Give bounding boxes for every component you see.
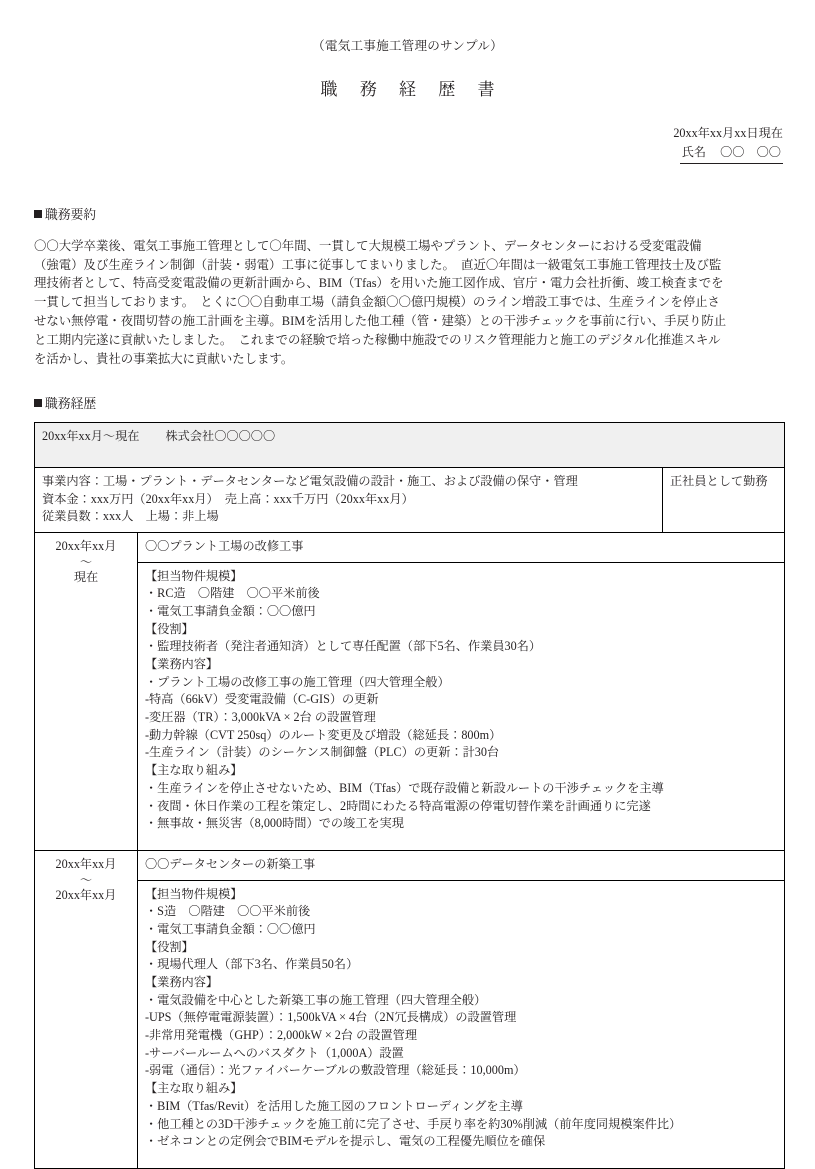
summary-section-heading <box>34 206 815 224</box>
table-row-company <box>35 422 785 467</box>
project-detail-line: 【業務内容】 <box>145 657 219 671</box>
summary-line: と工期内完遂に貢献いたしました。 これまでの経験で培った稼働中施設でのリスク管理能力と施工のデジタル化推進スキル <box>34 332 721 347</box>
project-detail-line: 【業務内容】 <box>145 975 219 989</box>
project-detail-line: -動力幹線（CVT 250sq）のルート変更及び増設（総延長：800m） <box>145 727 502 742</box>
summary-paragraph <box>34 237 785 369</box>
project-detail-line: 【担当物件規模】 <box>145 568 243 583</box>
project-detail-line: -特高（66kV）受変電設備（C-GIS）の更新 <box>145 692 379 707</box>
summary-line: （強電）及び生産ライン制御（計装・弱電）工事に従事してまいりました。 直近〇年間は一級電気工事施工管理技士及び監 <box>34 257 722 272</box>
project-title-cell: 〇〇データセンターの新築工事 <box>138 850 785 880</box>
resume-page <box>0 38 815 1149</box>
applicant-name-field <box>680 143 783 163</box>
company-name: 株式会社〇〇〇〇〇 <box>165 428 276 443</box>
project-detail-line: -サーバールームへのバスダクト（1,000A）設置 <box>145 1045 404 1060</box>
table-row-project-title <box>35 532 785 562</box>
cell-bottom-spacer <box>145 833 777 844</box>
project-detail-line: 【主な取り組み】 <box>145 763 243 778</box>
company-info-cell <box>35 467 663 532</box>
project-detail-line: ・電気工事請負金額：〇〇億円 <box>145 921 316 936</box>
project-period-from: 20xx年xx月 <box>55 538 117 553</box>
history-heading-text: 職務経歴 <box>45 396 97 411</box>
project-detail-line: ・監理技術者（発注者通知済）として専任配置（部下5名、作業員30名） <box>145 639 542 654</box>
summary-heading-text: 職務要約 <box>45 207 97 222</box>
project-detail-line: ・現場代理人（部下3名、作業員50名） <box>145 957 359 972</box>
project-detail-cell <box>138 562 785 850</box>
table-row-project-title <box>35 850 785 880</box>
project-period-to: 現在 <box>73 569 99 584</box>
company-info-line: 事業内容：工場・プラント・データセンターなど電気設備の設計・施工、および設備の保守・管理 <box>42 473 578 488</box>
summary-line: を活かし、貴社の事業拡大に貢献いたします。 <box>34 351 294 366</box>
current-date: 20xx年xx月xx日現在 <box>673 126 783 140</box>
project-detail-line: ・プラント工場の改修工事の施工管理（四大管理全般） <box>145 674 450 689</box>
summary-body <box>34 237 785 369</box>
project-period-tilde: 〜 <box>79 554 93 569</box>
project-period-cell <box>35 532 138 850</box>
project-detail-line: ・夜間・休日作業の工程を策定し、2時間にわたる特高電源の停電切替作業を計画通りに完遂 <box>145 798 651 813</box>
summary-line: 理技術者として、特高受変電設備の更新計画から、BIM（Tfas）を用いた施工図作成、官庁・電力会社折衝、竣工検査までを <box>34 276 724 291</box>
project-detail-line: ・BIM（Tfas/Revit）を活用した施工図のフロントローディングを主導 <box>145 1098 523 1113</box>
project-title-cell: 〇〇プラント工場の改修工事 <box>138 532 785 562</box>
company-period: 20xx年xx月～現在 <box>42 428 140 443</box>
project-detail-line: ・生産ラインを停止させないため、BIM（Tfas）で既存設備と新設ルートの干渉チェックを主導 <box>145 780 664 795</box>
career-history-table <box>34 422 785 1169</box>
company-info-line: 資本金：xxx万円（20xx年xx月） 売上高：xxx千万円（20xx年xx月） <box>42 491 414 506</box>
project-period-from: 20xx年xx月 <box>55 856 117 871</box>
project-detail-line: ・電気設備を中心とした新築工事の施工管理（四大管理全般） <box>145 992 487 1007</box>
company-header-cell <box>35 422 785 467</box>
summary-line: 〇〇大学卒業後、電気工事施工管理として〇年間、一貫して大規模工場やプラント、データセンターにおける受変電設備 <box>34 238 702 253</box>
employment-status-cell: 正社員として勤務 <box>662 467 784 532</box>
cell-bottom-spacer <box>145 1151 777 1162</box>
name-label: 氏名 <box>681 145 707 160</box>
project-detail-line: ・RC造 〇階建 〇〇平米前後 <box>145 586 320 601</box>
table-row-company-info <box>35 467 785 532</box>
table-row-project-body <box>35 562 785 850</box>
name-value: 〇〇 〇〇 <box>720 145 781 160</box>
project-detail-line: 【役割】 <box>145 939 194 954</box>
project-detail-line: 【担当物件規模】 <box>145 886 243 901</box>
summary-line: せない無停電・夜間切替の施工計画を主導。BIMを活用した他工種（管・建築）との干渉チェックを事前に行い、手戻り防止 <box>34 314 727 329</box>
project-detail-line: -UPS（無停電電源装置）：1,500kVA × 4台（2N冗長構成）の設置管理 <box>145 1010 517 1025</box>
project-detail-line: ・電気工事請負金額：〇〇億円 <box>145 603 316 618</box>
summary-line: 一貫して担当しております。 とくに〇〇自動車工場（請負金額〇〇億円規模）のライン増設工事では、生産ラインを停止さ <box>34 295 720 310</box>
table-row-project-body <box>35 880 785 1168</box>
document-title: 職 務 経 歴 書 <box>320 79 504 99</box>
history-section-heading <box>34 395 815 413</box>
project-detail-line: ・ゼネコンとの定例会でBIMモデルを提示し、電気の工程優先順位を確保 <box>145 1134 546 1149</box>
company-info-line: 従業員数：xxx人 上場：非上場 <box>42 509 219 524</box>
project-detail-line: -変圧器（TR）：3,000kVA × 2台 の設置管理 <box>145 710 376 725</box>
project-detail-line: ・S造 〇階建 〇〇平米前後 <box>145 904 311 919</box>
project-detail-line: ・無事故・無災害（8,000時間）での竣工を実現 <box>145 816 404 831</box>
bullet-square-icon <box>34 399 42 407</box>
project-period-tilde: 〜 <box>79 872 93 887</box>
project-detail-line: 【主な取り組み】 <box>145 1081 243 1096</box>
project-detail-line: ・他工種との3D干渉チェックを施工前に完了させ、手戻り率を約30%削減（前年度同規模案件比） <box>145 1116 682 1131</box>
project-detail-line: 【役割】 <box>145 621 194 636</box>
project-detail-line: -弱電（通信）：光ファイバーケーブルの敷設管理（総延長：10,000m） <box>145 1063 526 1078</box>
project-detail-line: -非常用発電機（GHP）：2,000kW × 2台 の設置管理 <box>145 1028 418 1043</box>
document-subtitle: （電気工事施工管理のサンプル） <box>312 39 503 53</box>
project-period-cell <box>35 850 138 1168</box>
project-detail-cell <box>138 880 785 1168</box>
document-meta <box>0 124 815 164</box>
project-detail-line: -生産ライン（計装）のシーケンス制御盤（PLC）の更新：計30台 <box>145 745 500 760</box>
project-period-to: 20xx年xx月 <box>55 887 117 902</box>
bullet-square-icon <box>34 210 42 218</box>
